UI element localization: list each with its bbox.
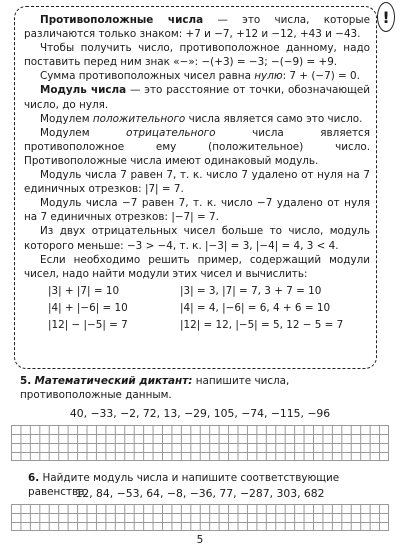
paragraph-sum-opposite: Сумма противоположных чисел равна нулю: 7 + (−7) = 0.	[40, 70, 360, 83]
example-row: |4| + |−6| = 10 |4| = 4, |−6| = 6, 4 + 6 = 10	[48, 301, 331, 314]
paragraph-solve-with-modulus: Если необходимо решить пример, содержащий модули чисел, надо найти модули этих чисел и вычислить:	[24, 253, 370, 280]
paragraph-modulus-negative: Модулем отрицательного числа является противоположное ему (положительное) число. Противоположные числа имеют одинаковый модуль.	[24, 126, 370, 167]
term-opposite-numbers: Противоположные числа	[40, 14, 204, 26]
paragraph-modulus-minus-7: Модуль числа −7 равен 7, т. к. число −7 удалено от нуля на 7 единичных отрезков: |−7| = 7.	[24, 197, 370, 224]
task-6: 6. Найдите модуль числа и напишите соответствующие равенства.	[28, 472, 340, 498]
theory-block	[24, 13, 370, 332]
paragraph-modulus-def: Модуль числа — это расстояние от точки, обозначающей число, до нуля.	[24, 84, 371, 111]
task-5-title: Математический диктант:	[34, 375, 193, 387]
paragraph-get-opposite: Чтобы получить число, противоположное данному, надо поставить перед ним знак «−»: −(+3) = −3; −(−9) = +9.	[24, 42, 370, 69]
answer-grid-task-6[interactable]	[11, 504, 389, 531]
task-5-numbers: 40, −33, −2, 72, 13, −29, 105, −74, −115, −96	[69, 407, 331, 420]
task-6-numbers: 12, 84, −53, 64, −8, −36, 77, −287, 303, 682	[75, 487, 325, 500]
exclamation-icon: !	[377, 2, 395, 32]
paragraph-compare-negatives: Из двух отрицательных чисел больше то число, модуль которого меньше: −3 > −4, т. к. |−3| = 3, |−4| = 4, 3 < 4.	[24, 225, 370, 252]
answer-grid-task-5[interactable]	[11, 425, 389, 461]
page-number: 5	[196, 534, 204, 546]
task-5: 5. Математический диктант: напишите числа, противоположные данным.	[20, 375, 290, 401]
example-row: |12| − |−5| = 7 |12| = 12, |−5| = 5, 12 − 5 = 7	[48, 318, 344, 331]
paragraph-opposite-numbers: Противоположные числа — это числа, которые различаются только знаком: +7 и −7, +12 и −12, +43 и −43.	[24, 14, 370, 41]
example-row: |3| + |7| = 10 |3| = 3, |7| = 7, 3 + 7 = 10	[48, 284, 322, 297]
term-modulus: Модуль числа	[40, 84, 127, 97]
paragraph-modulus-positive: Модулем положительного числа является само это число.	[40, 112, 363, 125]
paragraph-modulus-7: Модуль числа 7 равен 7, т. к. число 7 удалено от нуля на 7 единичных отрезков: |7| = 7.	[24, 169, 370, 196]
